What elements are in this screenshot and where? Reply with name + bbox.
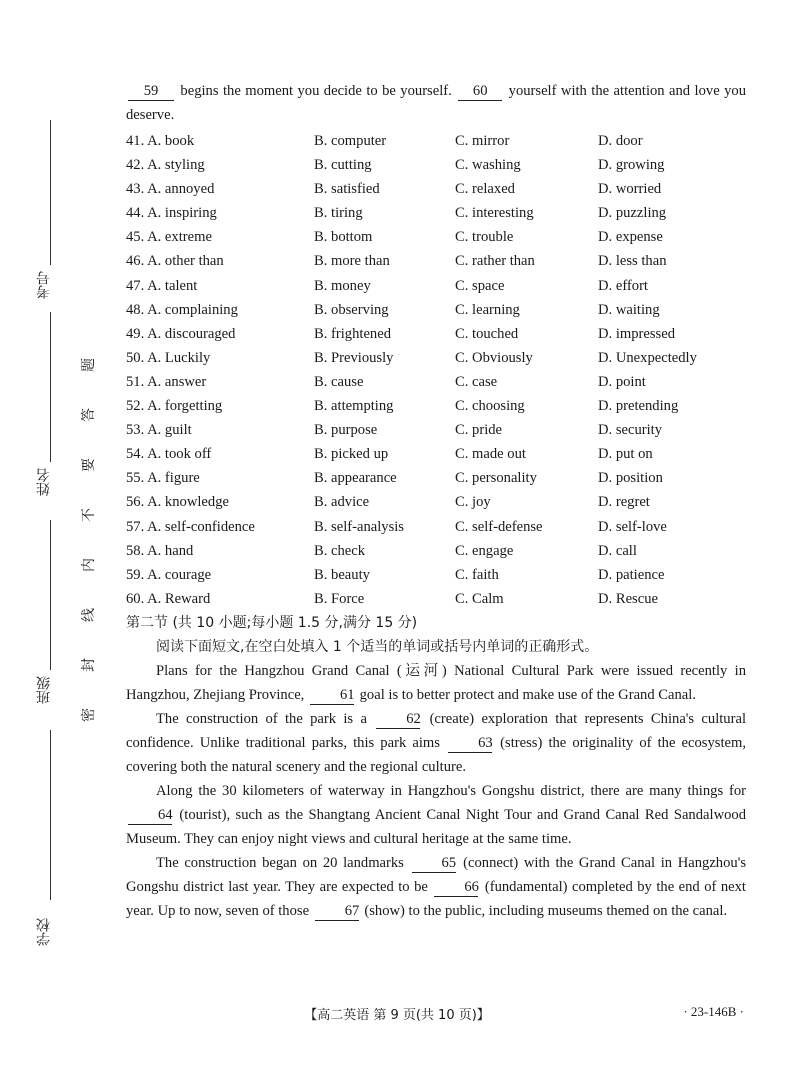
- options-list: [126, 129, 746, 611]
- option-b: B. satisfied: [314, 181, 380, 198]
- blank-64: 64: [128, 807, 172, 825]
- option-row: [126, 515, 746, 539]
- passage-text: Plans for the Hangzhou Grand Canal (运河) National Cultural Park were issued recently in Hangzhou, Zhejiang Province,: [126, 662, 746, 703]
- option-row: [126, 298, 746, 322]
- option-a: [126, 153, 314, 177]
- blank-61: 61: [310, 687, 354, 705]
- exam-no-line: [50, 120, 51, 265]
- binding-margin: [0, 0, 110, 1070]
- page-content: [126, 79, 746, 923]
- option-b: B. Previously: [314, 349, 394, 366]
- passage-text: Along the 30 kilometers of waterway in Hangzhou's Gongshu district, there are many things for: [156, 782, 746, 799]
- option-row: [126, 346, 746, 370]
- passage-paragraph-3: [126, 779, 746, 851]
- option-c: C. washing: [455, 157, 521, 174]
- option-a: [126, 249, 314, 273]
- option-text: A. courage: [147, 566, 212, 583]
- option-c: C. engage: [455, 542, 514, 559]
- passage-text: (fundamental) completed by the end of next year. Up to now, seven of those: [126, 878, 746, 919]
- option-b: B. bottom: [314, 229, 373, 246]
- option-c: C. personality: [455, 470, 537, 487]
- exam-code: · 23-146B ·: [683, 1004, 744, 1019]
- option-c: C. rather than: [455, 253, 535, 270]
- question-number: 57.: [126, 518, 145, 535]
- question-number: 59.: [126, 566, 145, 583]
- option-a: [126, 490, 314, 514]
- question-number: 58.: [126, 542, 145, 559]
- option-a: [126, 225, 314, 249]
- seal-char: 线: [81, 608, 97, 622]
- option-d: D. waiting: [598, 301, 660, 318]
- option-text: A. took off: [147, 446, 212, 463]
- option-row: [126, 466, 746, 490]
- seal-char: 封: [81, 658, 97, 672]
- question-number: 49.: [126, 325, 145, 342]
- option-a: [126, 394, 314, 418]
- option-b: B. cause: [314, 373, 364, 390]
- passage-text: (connect) with the Grand Canal in Hangzhou's Gongshu district last year. They are expected to be: [126, 854, 747, 895]
- question-number: 48.: [126, 301, 145, 318]
- option-d: D. call: [598, 542, 637, 559]
- blank-62: 62: [376, 711, 420, 729]
- question-number: 45.: [126, 229, 145, 246]
- option-b: B. appearance: [314, 470, 397, 487]
- option-d: D. Rescue: [598, 590, 658, 607]
- page-footer: [0, 1004, 794, 1028]
- seal-char: 题: [81, 358, 97, 372]
- question-number: 53.: [126, 422, 145, 439]
- blank-63: 63: [448, 735, 492, 753]
- passage-text: (show) to the public, including museums themed on the canal.: [360, 902, 728, 919]
- option-row: [126, 539, 746, 563]
- page-number-label: 【高二英语 第 9 页(共 10 页)】: [304, 1008, 490, 1023]
- intro-text-2: yourself with the attention and love you deserve.: [126, 83, 746, 123]
- option-row: [126, 249, 746, 273]
- option-a: [126, 515, 314, 539]
- option-row: [126, 418, 746, 442]
- option-text: A. annoyed: [147, 181, 215, 198]
- option-text: A. book: [147, 133, 195, 149]
- name-line: [50, 312, 51, 462]
- option-c: C. joy: [455, 494, 491, 511]
- option-text: A. Reward: [147, 590, 211, 607]
- option-c: C. trouble: [455, 229, 514, 246]
- option-b: B. more than: [314, 253, 390, 270]
- option-a: [126, 587, 314, 611]
- option-text: A. knowledge: [147, 494, 229, 511]
- class-label: 班级: [36, 676, 52, 704]
- option-a: [126, 298, 314, 322]
- question-number: 44.: [126, 205, 145, 222]
- option-row: [126, 153, 746, 177]
- option-a: [126, 539, 314, 563]
- option-c: C. case: [455, 373, 498, 390]
- passage-text: (stress) the originality of the ecosystem, covering both the natural scenery and the regional culture.: [126, 734, 746, 775]
- option-b: B. picked up: [314, 446, 389, 463]
- seal-char: 内: [81, 558, 97, 572]
- option-a: [126, 370, 314, 394]
- option-d: D. puzzling: [598, 205, 667, 222]
- option-text: A. inspiring: [147, 205, 217, 222]
- option-b: B. cutting: [314, 157, 372, 174]
- question-number: 46.: [126, 253, 145, 270]
- exam-no-label: 考号: [36, 271, 52, 299]
- option-d: D. impressed: [598, 325, 676, 342]
- option-d: D. patience: [598, 566, 665, 583]
- intro-text-1: begins the moment you decide to be yourself.: [176, 83, 457, 99]
- question-number: 56.: [126, 494, 145, 511]
- option-b: B. beauty: [314, 566, 370, 583]
- passage-paragraph-1: [126, 659, 746, 707]
- option-text: A. answer: [147, 373, 207, 390]
- option-b: B. tiring: [314, 205, 363, 222]
- option-c: C. interesting: [455, 205, 534, 222]
- option-row: [126, 394, 746, 418]
- class-line: [50, 520, 51, 670]
- option-c: C. self-defense: [455, 518, 543, 535]
- question-number: 43.: [126, 181, 145, 198]
- option-b: B. Force: [314, 590, 365, 607]
- option-c: C. touched: [455, 325, 519, 342]
- option-a: [126, 129, 314, 153]
- option-row: [126, 587, 746, 611]
- passage-text: (tourist), such as the Shangtang Ancient Canal Night Tour and Grand Canal Red Sandalwood Museum. They can enjoy night views and cultural heritage at the same time.: [126, 806, 746, 847]
- option-b: B. self-analysis: [314, 518, 404, 535]
- option-text: A. discouraged: [147, 325, 236, 342]
- option-b: B. advice: [314, 494, 370, 511]
- option-c: C. space: [455, 277, 505, 294]
- option-a: [126, 418, 314, 442]
- option-text: A. Luckily: [147, 349, 211, 366]
- option-d: D. put on: [598, 446, 653, 463]
- passage-text: goal is to better protect and make use of the Grand Canal.: [355, 686, 696, 703]
- section-2-instruction: 阅读下面短文,在空白处填入 1 个适当的单词或括号内单词的正确形式。: [156, 638, 599, 655]
- option-d: D. self-love: [598, 518, 667, 535]
- option-text: A. talent: [147, 277, 198, 294]
- option-row: [126, 201, 746, 225]
- school-line: [50, 730, 51, 900]
- option-b: B. observing: [314, 301, 389, 318]
- passage-text: The construction began on 20 landmarks: [156, 854, 410, 871]
- passage-paragraph-2: [126, 707, 746, 779]
- option-d: D. Unexpectedly: [598, 349, 697, 366]
- option-text: A. other than: [147, 253, 224, 270]
- passage-text: The construction of the park is a: [156, 710, 375, 727]
- blank-60: 60: [458, 83, 502, 101]
- blank-67: 67: [315, 903, 359, 921]
- option-d: D. effort: [598, 277, 648, 294]
- option-row: [126, 370, 746, 394]
- question-number: 52.: [126, 398, 145, 415]
- option-d: D. position: [598, 470, 663, 487]
- question-number: 50.: [126, 349, 145, 366]
- option-c: C. Obviously: [455, 349, 533, 366]
- option-b: B. purpose: [314, 422, 378, 439]
- option-c: C. choosing: [455, 398, 525, 415]
- question-number: 51.: [126, 373, 145, 390]
- option-c: C. pride: [455, 422, 503, 439]
- option-text: A. complaining: [147, 301, 238, 318]
- seal-char: 要: [81, 458, 97, 472]
- option-d: D. door: [598, 133, 643, 149]
- name-label: 姓名: [36, 468, 52, 496]
- seal-char: 答: [81, 408, 97, 422]
- option-text: A. hand: [147, 542, 194, 559]
- section-2-heading: 第二节 (共 10 小题;每小题 1.5 分,满分 15 分): [126, 614, 418, 631]
- option-b: B. computer: [314, 133, 387, 149]
- option-c: C. mirror: [455, 133, 510, 149]
- option-row: [126, 563, 746, 587]
- option-text: A. self-confidence: [147, 518, 255, 535]
- blank-66: 66: [434, 879, 478, 897]
- option-row: [126, 490, 746, 514]
- option-c: C. relaxed: [455, 181, 515, 198]
- option-d: D. expense: [598, 229, 663, 246]
- option-a: [126, 442, 314, 466]
- option-d: D. less than: [598, 253, 667, 270]
- option-row: [126, 442, 746, 466]
- question-number: 55.: [126, 470, 145, 487]
- option-a: [126, 466, 314, 490]
- option-text: A. extreme: [147, 229, 212, 246]
- option-c: C. faith: [455, 566, 499, 583]
- option-row: [126, 177, 746, 201]
- option-a: [126, 201, 314, 225]
- option-a: [126, 322, 314, 346]
- option-a: [126, 177, 314, 201]
- option-b: B. check: [314, 542, 366, 559]
- option-text: A. forgetting: [147, 398, 223, 415]
- option-a: [126, 274, 314, 298]
- option-row: [126, 322, 746, 346]
- intro-paragraph: [126, 79, 746, 127]
- option-text: A. figure: [147, 470, 200, 487]
- seal-notice: [76, 355, 100, 725]
- seal-char: 不: [81, 508, 97, 522]
- blank-59: 59: [128, 83, 174, 101]
- option-d: D. pretending: [598, 398, 679, 415]
- option-text: A. styling: [147, 157, 205, 174]
- option-c: C. learning: [455, 301, 520, 318]
- option-d: D. point: [598, 373, 646, 390]
- option-b: B. money: [314, 277, 371, 294]
- question-number: 47.: [126, 277, 145, 294]
- option-a: [126, 563, 314, 587]
- passage-text: (create) exploration that represents China's cultural confidence. Unlike traditional parks, this park aims: [126, 710, 746, 751]
- option-b: B. frightened: [314, 325, 392, 342]
- option-row: [126, 225, 746, 249]
- option-d: D. security: [598, 422, 663, 439]
- question-number: 41.: [126, 133, 145, 149]
- option-row: [126, 274, 746, 298]
- option-d: D. regret: [598, 494, 650, 511]
- school-label: 学校: [36, 918, 52, 946]
- seal-char: 密: [81, 708, 97, 722]
- question-number: 42.: [126, 157, 145, 174]
- option-d: D. growing: [598, 157, 665, 174]
- option-row: [126, 129, 746, 153]
- option-b: B. attempting: [314, 398, 394, 415]
- option-text: A. guilt: [147, 422, 192, 439]
- blank-65: 65: [412, 855, 456, 873]
- option-d: D. worried: [598, 181, 662, 198]
- option-c: C. Calm: [455, 590, 504, 607]
- question-number: 60.: [126, 590, 145, 607]
- question-number: 54.: [126, 446, 145, 463]
- option-c: C. made out: [455, 446, 526, 463]
- option-a: [126, 346, 314, 370]
- passage-paragraph-4: [126, 851, 746, 923]
